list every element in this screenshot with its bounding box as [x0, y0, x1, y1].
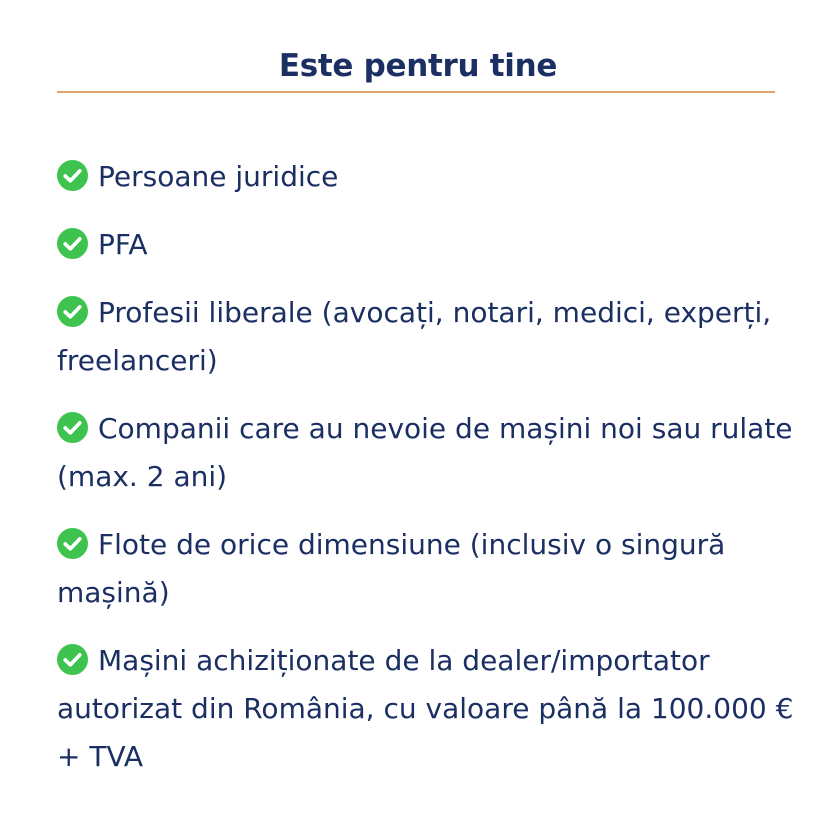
list-item	[57, 153, 797, 201]
list-item-text: Profesii liberale (avocați, notari, medici, experți, freelanceri)	[57, 296, 772, 377]
page-title: Este pentru tine	[278, 47, 558, 84]
list-item-text: Persoane juridice	[98, 160, 339, 193]
list-item	[57, 405, 797, 501]
check-circle-icon	[57, 228, 88, 259]
list-item	[57, 521, 797, 617]
check-circle-icon	[57, 644, 88, 675]
divider	[57, 91, 775, 93]
eligibility-list	[57, 153, 797, 801]
list-item	[57, 221, 797, 269]
check-circle-icon	[57, 296, 88, 327]
list-item-text: Mașini achiziționate de la dealer/importator autorizat din România, cu valoare până la 100.000 € + TVA	[57, 644, 794, 773]
list-item-text: Companii care au nevoie de mașini noi sau rulate (max. 2 ani)	[57, 412, 793, 493]
list-item	[57, 289, 797, 385]
list-item-text: PFA	[98, 228, 148, 261]
check-circle-icon	[57, 412, 88, 443]
list-item-text: Flote de orice dimensiune (inclusiv o singură mașină)	[57, 528, 726, 609]
list-item	[57, 637, 797, 781]
check-circle-icon	[57, 528, 88, 559]
check-circle-icon	[57, 160, 88, 191]
